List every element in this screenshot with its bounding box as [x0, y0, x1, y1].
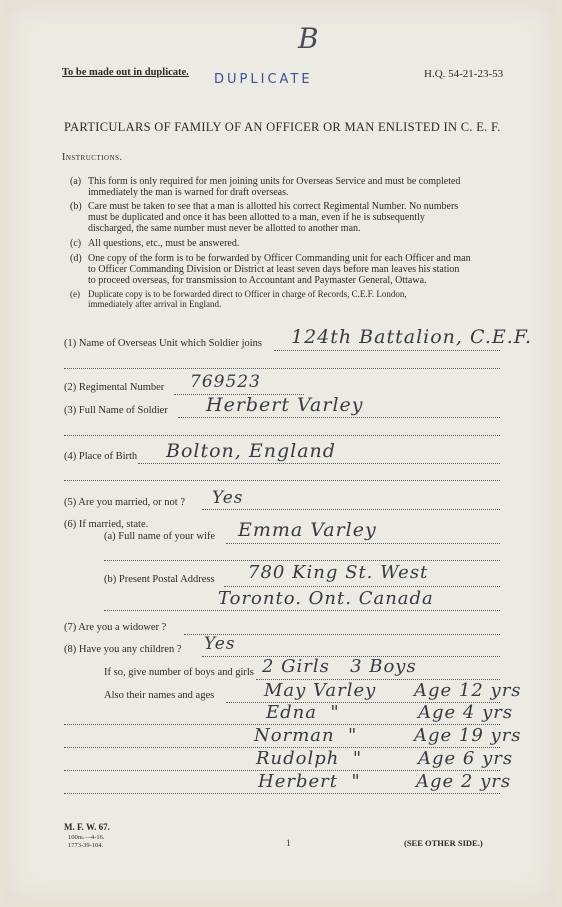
- wife-name-line: [226, 543, 500, 544]
- made-out-note: To be made out in duplicate.: [62, 67, 189, 78]
- full-name-value: Herbert Varley: [206, 394, 364, 416]
- full-name-line: [178, 417, 500, 418]
- unit-value: 124th Battalion, C.E.F.: [291, 326, 533, 348]
- wife-name-line-2: [104, 560, 500, 561]
- children-label: (8) Have you any children ?: [64, 644, 182, 655]
- postal-address-value-1: 780 King St. West: [248, 562, 429, 583]
- if-married-label: (6) If married, state.: [64, 519, 149, 530]
- married-value: Yes: [212, 488, 244, 508]
- birthplace-line: [138, 463, 500, 464]
- unit-dotted-line-2: [64, 368, 500, 369]
- unit-dotted-line: [274, 350, 500, 351]
- full-name-line-2: [64, 435, 500, 436]
- child-name: Rudolph ": [256, 748, 363, 769]
- married-line: [202, 509, 500, 510]
- postal-address-value-2: Toronto. Ont. Canada: [218, 588, 434, 609]
- instructions-heading: Instructions.: [62, 152, 123, 163]
- form-reference: H.Q. 54-21-23-53: [424, 68, 504, 80]
- postal-address-line: [224, 586, 500, 587]
- print-run-line-2: 1773-39-104.: [68, 842, 104, 849]
- child-age: Age 6 yrs: [418, 748, 514, 769]
- form-code: M. F. W. 67.: [64, 822, 110, 832]
- boys-girls-value: 2 Girls 3 Boys: [262, 656, 417, 677]
- see-other-side: (SEE OTHER SIDE.): [404, 838, 483, 848]
- child-age: Age 19 yrs: [414, 725, 522, 746]
- names-ages-line-5: [64, 793, 500, 794]
- regimental-number-label: (2) Regimental Number: [64, 382, 165, 393]
- child-age: Age 12 yrs: [414, 680, 522, 701]
- postal-address-label: (b) Present Postal Address: [104, 574, 215, 585]
- duplicate-stamp: DUPLICATE: [214, 72, 313, 87]
- birthplace-label: (4) Place of Birth: [64, 451, 138, 462]
- form-title: PARTICULARS OF FAMILY OF AN OFFICER OR MAN ENLISTED IN C. E. F.: [64, 120, 501, 134]
- form-sheet: B To be made out in duplicate. DUPLICATE H.Q. 54-21-23-53 PARTICULARS OF FAMILY OF AN OFFICER OR MAN ENLISTED IN C. E. F. Instructions. (a) This form is only required for men joining units for Overseas Service and must be completed immediately the man is warned for draft overseas. (b) Care must be taken to see that a man is allotted his correct Regimental Number. No numbers must be duplicated and once it has been allotted to a man, even if he is subsequently discharged, the same number must never be allotted to another man. (c) All questions, etc., must be answered. (d) One copy of the form is to be forwarded by Officer Commanding unit for each Officer and man to Officer Commanding Division or District at least seven days before man leaves his station to proceed overseas, for transmission to Accountant and Paymaster General, Ottawa. (e) Duplicate copy is to be forwarded direct to Officer in charge of Records, C.E.F. London, immediately after arrival in England. (1) Name of Overseas Unit which Soldier joins 124th Battalion, C.E.F. (2) Regimental Number 769523 (3) Full Name of Soldier Herbert Varley (4) Place of Birth Bolton, England (5) Are you married, or not ? Yes (6) If married, state. (a) Full name of your wife Emma Varley (b) Present Postal Address 780 King St. West Toronto. Ont. Canada (7) Are you a widower ? (8) Have you any children ? Yes If so, give number of boys and girls 2 Girls 3 Boys Also their names and ages May Varley Age 12 yrs Edna " Age 4 yrs Norman " Age 19 yrs Rudolph " Age 6 yrs Herbert " Age 2 yrs M. F. W. 67. 100m.—4-16. 1773-39-104. 1 (SEE OTHER SIDE.): [6, 4, 554, 900]
- child-age: Age 4 yrs: [418, 702, 514, 723]
- pencil-mark: B: [298, 22, 320, 55]
- children-value: Yes: [204, 634, 236, 654]
- child-name: Norman ": [254, 725, 358, 746]
- postal-address-line-2: [104, 610, 500, 611]
- birthplace-line-2: [64, 480, 500, 481]
- print-run-line-1: 100m.—4-16.: [68, 834, 105, 841]
- widower-label: (7) Are you a widower ?: [64, 622, 167, 633]
- married-label: (5) Are you married, or not ?: [64, 497, 186, 508]
- unit-label: (1) Name of Overseas Unit which Soldier joins: [64, 338, 262, 349]
- boys-girls-label: If so, give number of boys and girls: [104, 667, 254, 678]
- child-name: Herbert ": [258, 771, 361, 792]
- wife-name-label: (a) Full name of your wife: [104, 531, 216, 542]
- wife-name-value: Emma Varley: [238, 519, 377, 541]
- page-mark: 1: [286, 838, 291, 848]
- child-age: Age 2 yrs: [416, 771, 512, 792]
- names-ages-label: Also their names and ages: [104, 690, 215, 701]
- regimental-number-value: 769523: [190, 372, 261, 392]
- child-name: Edna ": [266, 702, 340, 723]
- birthplace-value: Bolton, England: [166, 440, 336, 462]
- full-name-label: (3) Full Name of Soldier: [64, 405, 168, 416]
- child-name: May Varley: [264, 680, 377, 701]
